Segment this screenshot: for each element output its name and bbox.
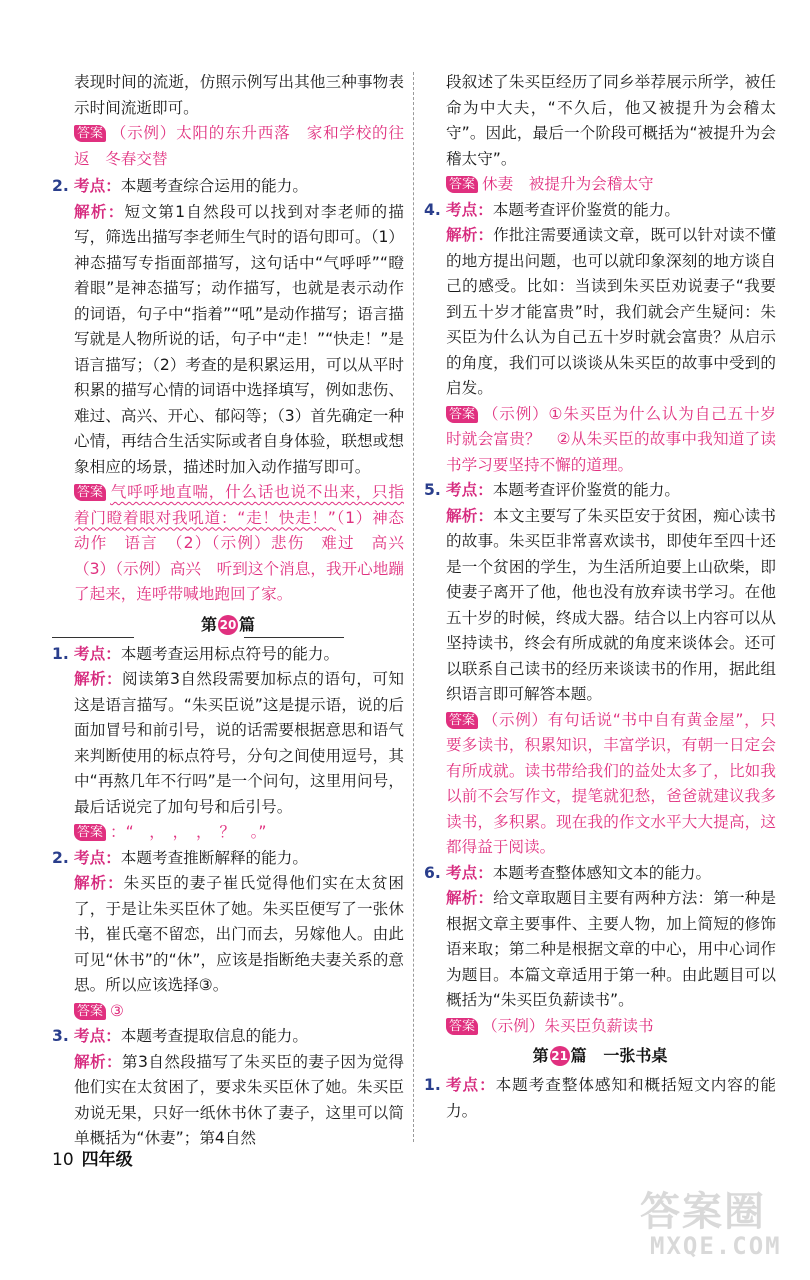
kaodian-text: 本题考查推断解释的能力。 [120, 848, 308, 867]
kaodian-label: 考点： [446, 200, 493, 219]
p20-question-2 [52, 846, 404, 999]
intro-text: 表现时间的流逝，仿照示例写出其他三种事物表示时间流逝即可。 [74, 73, 404, 117]
jiexi-text: 给文章取题目主要有两种方法：第一种是根据文章主要事件、主要人物，加上简短的修饰语来取；第二种是根据文章的中心，用中心词作为题目。本篇文章适用于第一种。由此题目可以概括为“朱买臣负薪读书”。 [446, 889, 776, 1009]
jiexi [74, 200, 404, 481]
intro-answer [52, 121, 404, 172]
kaodian-text: 本题考查评价鉴赏的能力。 [492, 481, 680, 499]
continued-answer [424, 172, 776, 198]
kaodian-label: 考点： [446, 863, 493, 882]
jiexi-label: 解析： [446, 506, 494, 525]
p20-question-1 [52, 642, 404, 821]
right-column [424, 70, 776, 1124]
section-number: 21 [550, 1046, 570, 1066]
jiexi-label: 解析： [74, 670, 123, 688]
kaodian [74, 174, 404, 200]
question-number: 2. [52, 848, 69, 867]
jiexi-text: 第3自然段描写了朱买臣的妻子因为觉得他们实在太贫困了，要求朱买臣休了她。朱买臣劝说无果，只好一纸休书休了妻子，这里可以简单概括为“休妻”；第4自然 [74, 1052, 404, 1147]
answer-text: ：“ ， ， ， ？ 。” [110, 823, 267, 841]
kaodian [446, 861, 776, 887]
jiexi-text: 阅读第3自然段需要加标点的语句，可知这是语言描写。“朱买臣说”这是提示语，说的后面加冒号和前引号，说的话需要根据意思和语气来判断使用的标点符号，分句之间使用逗号，其中“再熬几年不行吗”是一个问句，这里用问号，最后话说完了加句号和后引号。 [74, 670, 404, 816]
jiexi-label: 解析： [74, 874, 124, 892]
jiexi [74, 1050, 404, 1152]
answer-badge: 答案 [74, 125, 106, 142]
watermark-logo: 答案圈 [640, 1189, 766, 1235]
kaodian-text: 本题考查运用标点符号的能力。 [120, 644, 340, 663]
kaodian-label: 考点： [74, 848, 121, 867]
answer-text: （示例）朱买臣负薪读书 [482, 1016, 654, 1035]
question-4-answer [424, 402, 776, 479]
question-number: 6. [424, 863, 441, 882]
kaodian-label: 考点： [74, 177, 121, 195]
answer-text: （示例）①朱买臣为什么认为自己五十岁时就会富贵？ ②从朱买臣的故事中我知道了读书学习要坚持不懈的道理。 [446, 404, 776, 474]
question-5 [424, 478, 776, 708]
kaodian-text: 本题考查提取信息的能力。 [120, 1027, 308, 1045]
left-column [52, 70, 420, 1152]
question-6 [424, 861, 776, 1014]
answer-badge: 答案 [74, 484, 106, 501]
jiexi-label: 解析： [446, 889, 494, 907]
jiexi-text: 本文主要写了朱买臣安于贫困，痴心读书的故事。朱买臣非常喜欢读书，即使年至四十还是一个贫困的学生，为生活所迫要上山砍柴，即使妻子离开了他，他也没有放弃读书学习。在他五十岁的时候，终成大器。结合以上内容可以从坚持读书，终会有所成就的角度来谈体会。还可以联系自己读书的经历来谈读书的作用，据此组织语言即可解答本题。 [446, 506, 776, 703]
question-number: 1. [52, 644, 69, 663]
continued-text: 段叙述了朱买臣经历了同乡举荐展示所学，被任命为中大夫，“不久后，他又被提升为会稽太守”。因此，最后一个阶段可概括为“被提升为会稽太守”。 [446, 73, 776, 168]
jiexi-text: 朱买臣的妻子崔氏觉得他们实在太贫困了，于是让朱买臣休了她。朱买臣便写了一张休书，崔氏毫不留恋，出门而去，另嫁他人。由此可见“休书”的“休”，应该是指断绝夫妻关系的意思。所以应该选择③。 [74, 874, 404, 994]
section-20-heading [52, 608, 404, 642]
kaodian-label: 考点： [446, 1076, 496, 1094]
page-number: 10 [52, 1150, 74, 1170]
jiexi-label: 解析： [74, 202, 125, 221]
kaodian [74, 642, 404, 668]
jiexi-label: 解析： [446, 226, 494, 244]
kaodian-text: 本题考查综合运用的能力。 [120, 177, 308, 195]
kaodian [446, 1073, 776, 1124]
answer-badge: 答案 [446, 176, 478, 193]
section-pre: 第 [200, 614, 217, 634]
question-number: 5. [424, 481, 441, 499]
section-title: 一张书桌 [603, 1046, 668, 1065]
answer-badge: 答案 [446, 406, 478, 423]
question-2 [52, 174, 404, 480]
answer-badge: 答案 [74, 1003, 106, 1020]
kaodian-label: 考点： [74, 1027, 121, 1045]
p21-question-1 [424, 1073, 776, 1124]
question-2-answer [52, 480, 420, 608]
answer-text: 休妻 被提升为会稽太守 [482, 175, 654, 193]
section-post: 篇 [570, 1046, 587, 1065]
question-number: 1. [424, 1076, 441, 1094]
heading-rule-left [52, 637, 134, 638]
answer-text: （1）神态 动作 语言 （2）（示例）悲伤 难过 高兴 （3）（示例）高兴 听到这个消息，我开心地蹦了起来，连呼带喊地跑回了家。 [74, 508, 420, 603]
p20-question-1-answer [52, 820, 404, 846]
jiexi-label: 解析： [74, 1052, 123, 1071]
jiexi [74, 667, 404, 820]
section-pre: 第 [532, 1046, 549, 1065]
jiexi [446, 504, 776, 708]
jiexi [74, 871, 404, 999]
question-number: 2. [52, 177, 69, 195]
answer-badge: 答案 [446, 712, 478, 729]
answer-badge: 答案 [446, 1018, 478, 1035]
jiexi [446, 223, 776, 402]
kaodian [74, 846, 404, 872]
kaodian [74, 1024, 404, 1050]
answer-badge: 答案 [74, 824, 106, 841]
kaodian [446, 198, 776, 224]
kaodian-text: 本题考查评价鉴赏的能力。 [492, 200, 680, 219]
kaodian-text: 本题考查整体感知和概括短文内容的能力。 [446, 1076, 776, 1120]
heading-rule-right [244, 637, 344, 638]
p20-question-3 [52, 1024, 404, 1152]
grade-label: 四年级 [81, 1150, 133, 1170]
question-number: 4. [424, 200, 441, 219]
question-4 [424, 198, 776, 402]
column-divider [413, 72, 414, 1142]
answer-text: （示例）有句话说“书中自有黄金屋”，只要多读书，积累知识，丰富学识，有朝一日定会有所成就。读书带给我们的益处太多了，比如我以前不会写作文，提笔就犯愁，爸爸就建议我多读书，多积累。现在我的作文水平大大提高，这都得益于阅读。 [446, 710, 776, 856]
watermark-url: MXQE.COM [650, 1232, 782, 1260]
jiexi-text: 短文第1自然段可以找到对李老师的描写，筛选出描写李老师生气时的语句即可。（1）神态描写专指面部描写，这句话中“气呼呼”“瞪着眼”是神态描写；动作描写，也就是表示动作的词语，句子中“指着”“吼”是动作描写；语言描写就是人物所说的话，句子中“走！”“快走！”是语言描写；（2）考查的是积累运用，可以从平时积累的描写心情的词语中选择填写，例如悲伤、难过、高兴、开心、郁闷等；（3）首先确定一种心情，再结合生活实际或者自身体验，联想或想象相应的场景，描述时加入动作描写即可。 [74, 202, 404, 476]
question-5-answer [424, 708, 776, 861]
kaodian [446, 478, 776, 504]
page-footer [52, 1145, 133, 1170]
intro-answer-text: （示例）太阳的东升西落 家和学校的往返 冬春交替 [74, 124, 404, 168]
section-number: 20 [218, 615, 238, 635]
p20-question-2-answer [52, 999, 404, 1025]
question-6-answer [424, 1014, 776, 1040]
section-21-heading [424, 1039, 776, 1073]
answer-text: ③ [110, 1001, 124, 1020]
question-number: 3. [52, 1027, 69, 1045]
jiexi [446, 886, 776, 1014]
jiexi-text: 作批注需要通读文章，既可以针对读不懂的地方提出问题，也可以就印象深刻的地方谈自己的感受。比如：当读到朱买臣劝说妻子“我要到五十岁才能富贵”时，我们就会产生疑问：朱买臣为什么认为自己五十岁时就会富贵？从启示的角度，我们可以谈谈从朱买臣的故事中受到的启发。 [446, 226, 776, 397]
kaodian-label: 考点： [446, 481, 493, 499]
section-post: 篇 [239, 614, 256, 634]
answer-wavy-text: 气呼呼地直喘，什么话也说不出来，只指着门瞪着眼对我吼道：“走！快走！” [74, 483, 404, 527]
kaodian-text: 本题考查整体感知文本的能力。 [492, 863, 712, 882]
kaodian-label: 考点： [74, 644, 121, 663]
